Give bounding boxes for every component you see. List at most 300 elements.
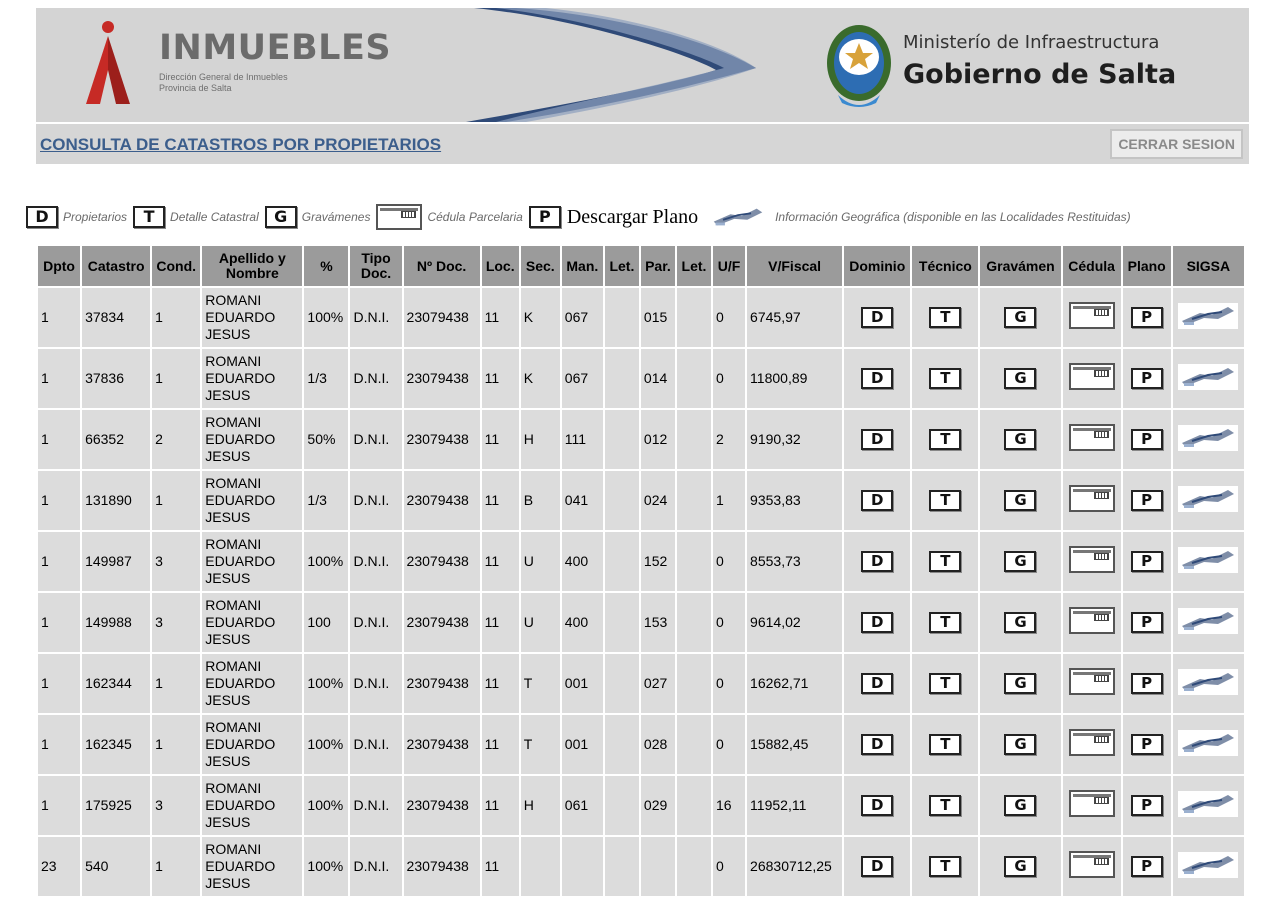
cell-pct: 1/3 [304, 471, 348, 530]
inmuebles-logo-icon [78, 20, 138, 104]
cell-man [562, 837, 603, 896]
cell-vfiscal: 9190,32 [747, 410, 842, 469]
sigsa-map-icon[interactable] [1178, 364, 1238, 390]
cell-loc: 11 [482, 715, 519, 774]
cell-vfiscal: 11800,89 [747, 349, 842, 408]
cell-let1 [605, 654, 639, 713]
nombre-line-2: EDUARDO [205, 797, 276, 813]
cell-sigsa [1173, 837, 1244, 896]
cell-uf: 0 [713, 593, 745, 652]
dominio-button[interactable]: D [861, 368, 893, 389]
cell-catastro: 162345 [82, 715, 150, 774]
cell-dpto: 1 [38, 715, 80, 774]
cell-pct: 100% [304, 654, 348, 713]
cell-dominio [844, 776, 910, 835]
gravamen-button[interactable]: G [1004, 856, 1036, 877]
cell-catastro: 149987 [82, 532, 150, 591]
cell-catastro: 175925 [82, 776, 150, 835]
col-tipo-1: Tipo [361, 250, 391, 266]
cell-uf: 0 [713, 532, 745, 591]
nombre-line-3: JESUS [205, 875, 251, 891]
title-bar [36, 124, 1249, 164]
cell-let1 [605, 593, 639, 652]
cell-par: 024 [641, 471, 675, 530]
tecnico-button[interactable]: T [929, 368, 961, 389]
cell-par: 028 [641, 715, 675, 774]
cell-let1 [605, 288, 639, 347]
cell-sigsa [1173, 776, 1244, 835]
cell-dominio [844, 471, 910, 530]
cell-sec: U [521, 532, 560, 591]
cell-let1 [605, 837, 639, 896]
cell-uf: 0 [713, 654, 745, 713]
cell-uf: 16 [713, 776, 745, 835]
gravamen-button[interactable]: G [1004, 673, 1036, 694]
cell-sigsa [1173, 471, 1244, 530]
dominio-button[interactable]: D [861, 551, 893, 572]
cell-gravamen [980, 654, 1060, 713]
cell-pct: 50% [304, 410, 348, 469]
cell-cond: 1 [152, 349, 200, 408]
cell-tipo: D.N.I. [350, 837, 401, 896]
cell-vfiscal: 26830712,25 [747, 837, 842, 896]
table-row [38, 288, 1244, 347]
sigsa-map-icon[interactable] [1178, 669, 1238, 695]
cell-cedula [1063, 837, 1121, 896]
cell-sec: H [521, 410, 560, 469]
legend-propietarios: Propietarios [63, 210, 128, 224]
cell-ndoc: 23079438 [404, 776, 480, 835]
cedula-parcelaria-icon[interactable] [1069, 424, 1115, 451]
cell-par: 014 [641, 349, 675, 408]
cell-sec: K [521, 349, 560, 408]
cell-par [641, 837, 675, 896]
cell-gravamen [980, 837, 1060, 896]
cell-ndoc: 23079438 [404, 410, 480, 469]
cell-tipo: D.N.I. [350, 654, 401, 713]
cell-cond: 1 [152, 837, 200, 896]
cell-tipo: D.N.I. [350, 410, 401, 469]
col-gravamen: Gravámen [980, 246, 1060, 286]
cell-uf: 0 [713, 837, 745, 896]
cell-sec: U [521, 593, 560, 652]
cell-plano [1123, 837, 1171, 896]
cell-nombre [202, 593, 302, 652]
cell-ndoc: 23079438 [404, 715, 480, 774]
cell-loc: 11 [482, 288, 519, 347]
cell-catastro: 540 [82, 837, 150, 896]
nombre-line-3: JESUS [205, 753, 251, 769]
cell-cedula [1063, 288, 1121, 347]
cedula-parcelaria-icon[interactable] [1069, 363, 1115, 390]
nombre-line-2: EDUARDO [205, 309, 276, 325]
plano-button[interactable]: P [1131, 551, 1163, 572]
gravamen-button[interactable]: G [1004, 307, 1036, 328]
cedula-parcelaria-icon[interactable] [1069, 302, 1115, 329]
gravamen-legend-icon: G [265, 206, 297, 228]
sigsa-map-icon[interactable] [1178, 486, 1238, 512]
col-sec: Sec. [521, 246, 560, 286]
cell-par: 015 [641, 288, 675, 347]
table-row [38, 349, 1244, 408]
cell-dominio [844, 593, 910, 652]
brand-subtitle-1: Dirección General de Inmuebles [159, 72, 288, 82]
plano-button[interactable]: P [1131, 795, 1163, 816]
cell-nombre [202, 349, 302, 408]
cell-uf: 2 [713, 410, 745, 469]
cell-nombre [202, 654, 302, 713]
plano-button[interactable]: P [1131, 307, 1163, 328]
cell-cedula [1063, 593, 1121, 652]
cedula-parcelaria-icon[interactable] [1069, 546, 1115, 573]
cell-sigsa [1173, 288, 1244, 347]
tecnico-button[interactable]: T [929, 429, 961, 450]
cell-par: 027 [641, 654, 675, 713]
nombre-line-1: ROMANI [205, 841, 262, 857]
cell-dominio [844, 654, 910, 713]
nombre-line-2: EDUARDO [205, 614, 276, 630]
dominio-button[interactable]: D [861, 734, 893, 755]
col-cedula: Cédula [1063, 246, 1121, 286]
cell-tecnico [912, 593, 978, 652]
plano-button[interactable]: P [1131, 856, 1163, 877]
nombre-line-3: JESUS [205, 814, 251, 830]
plano-button[interactable]: P [1131, 612, 1163, 633]
cell-nombre [202, 410, 302, 469]
col-vfiscal: V/Fiscal [747, 246, 842, 286]
tecnico-legend-icon: T [133, 206, 165, 228]
table-body [38, 288, 1244, 896]
cedula-parcelaria-icon[interactable] [1069, 485, 1115, 512]
cell-cond: 1 [152, 471, 200, 530]
cell-ndoc: 23079438 [404, 532, 480, 591]
cell-loc: 11 [482, 532, 519, 591]
cell-tipo: D.N.I. [350, 471, 401, 530]
cell-tecnico [912, 654, 978, 713]
cell-plano [1123, 776, 1171, 835]
cell-dpto: 1 [38, 776, 80, 835]
cell-tipo: D.N.I. [350, 288, 401, 347]
nombre-line-3: JESUS [205, 631, 251, 647]
plano-button[interactable]: P [1131, 734, 1163, 755]
col-tipo [350, 246, 401, 286]
nombre-line-1: ROMANI [205, 719, 262, 735]
gravamen-button[interactable]: G [1004, 429, 1036, 450]
cell-cond: 3 [152, 593, 200, 652]
cell-sigsa [1173, 532, 1244, 591]
cell-ndoc: 23079438 [404, 837, 480, 896]
gravamen-button[interactable]: G [1004, 795, 1036, 816]
cell-dpto: 1 [38, 593, 80, 652]
cell-pct: 100% [304, 288, 348, 347]
cell-ndoc: 23079438 [404, 593, 480, 652]
cell-cond: 3 [152, 776, 200, 835]
sigsa-map-icon[interactable] [1178, 547, 1238, 573]
cell-tecnico [912, 837, 978, 896]
cedula-parcelaria-icon[interactable] [1069, 607, 1115, 634]
brand-block [159, 30, 391, 94]
nombre-line-1: ROMANI [205, 597, 262, 613]
table-row [38, 654, 1244, 713]
col-dpto: Dpto [38, 246, 80, 286]
cell-cond: 2 [152, 410, 200, 469]
cell-catastro: 37834 [82, 288, 150, 347]
tecnico-button[interactable]: T [929, 307, 961, 328]
cell-uf: 0 [713, 715, 745, 774]
cell-sigsa [1173, 593, 1244, 652]
cell-tipo: D.N.I. [350, 349, 401, 408]
cell-loc: 11 [482, 837, 519, 896]
gravamen-button[interactable]: G [1004, 368, 1036, 389]
sigsa-map-icon[interactable] [1178, 852, 1238, 878]
cell-let2 [677, 532, 711, 591]
gravamen-button[interactable]: G [1004, 551, 1036, 572]
cell-gravamen [980, 715, 1060, 774]
col-tecnico: Técnico [912, 246, 978, 286]
cell-tecnico [912, 532, 978, 591]
legend-cedula: Cédula Parcelaria [427, 210, 523, 224]
tecnico-button[interactable]: T [929, 795, 961, 816]
nombre-line-2: EDUARDO [205, 675, 276, 691]
cell-gravamen [980, 471, 1060, 530]
cell-tipo: D.N.I. [350, 593, 401, 652]
cell-gravamen [980, 349, 1060, 408]
col-uf: U/F [713, 246, 745, 286]
nombre-line-1: ROMANI [205, 353, 262, 369]
nombre-line-2: EDUARDO [205, 431, 276, 447]
cell-vfiscal: 6745,97 [747, 288, 842, 347]
cell-pct: 100% [304, 837, 348, 896]
cell-plano [1123, 288, 1171, 347]
cell-tecnico [912, 349, 978, 408]
cell-vfiscal: 9614,02 [747, 593, 842, 652]
nombre-line-1: ROMANI [205, 780, 262, 796]
cell-vfiscal: 15882,45 [747, 715, 842, 774]
cell-tipo: D.N.I. [350, 776, 401, 835]
cell-gravamen [980, 532, 1060, 591]
cell-par: 153 [641, 593, 675, 652]
cell-dpto: 1 [38, 471, 80, 530]
cell-man: 041 [562, 471, 603, 530]
cell-loc: 11 [482, 654, 519, 713]
nombre-line-3: JESUS [205, 387, 251, 403]
cell-uf: 0 [713, 349, 745, 408]
tecnico-button[interactable]: T [929, 551, 961, 572]
dominio-button[interactable]: D [861, 490, 893, 511]
nombre-line-2: EDUARDO [205, 553, 276, 569]
logout-button[interactable]: CERRAR SESION [1110, 129, 1243, 159]
nombre-line-1: ROMANI [205, 475, 262, 491]
dominio-button[interactable]: D [861, 429, 893, 450]
nombre-line-1: ROMANI [205, 536, 262, 552]
gravamen-button[interactable]: G [1004, 734, 1036, 755]
cell-dpto: 1 [38, 410, 80, 469]
cell-loc: 11 [482, 349, 519, 408]
cell-ndoc: 23079438 [404, 349, 480, 408]
cedula-parcelaria-icon[interactable] [1069, 851, 1115, 878]
cell-dominio [844, 715, 910, 774]
nombre-line-3: JESUS [205, 448, 251, 464]
table-row [38, 593, 1244, 652]
cell-pct: 100% [304, 776, 348, 835]
cell-plano [1123, 532, 1171, 591]
legend-descargar: Descargar Plano [566, 205, 699, 228]
cedula-parcelaria-icon[interactable] [1069, 729, 1115, 756]
banner-swoosh-icon [456, 8, 756, 122]
cell-man: 061 [562, 776, 603, 835]
dominio-button[interactable]: D [861, 856, 893, 877]
brand-title: INMUEBLES [159, 28, 392, 68]
cell-man: 111 [562, 410, 603, 469]
cell-gravamen [980, 776, 1060, 835]
cell-catastro: 37836 [82, 349, 150, 408]
col-sigsa: SIGSA [1173, 246, 1244, 286]
cell-dpto: 1 [38, 288, 80, 347]
gravamen-button[interactable]: G [1004, 490, 1036, 511]
legend-detalle: Detalle Catastral [170, 210, 259, 224]
plano-button[interactable]: P [1131, 490, 1163, 511]
cell-dpto: 1 [38, 349, 80, 408]
col-ndoc: Nº Doc. [404, 246, 480, 286]
cell-man: 001 [562, 715, 603, 774]
cell-sigsa [1173, 410, 1244, 469]
cell-man: 067 [562, 349, 603, 408]
cell-plano [1123, 654, 1171, 713]
cell-sigsa [1173, 715, 1244, 774]
cell-plano [1123, 349, 1171, 408]
col-plano: Plano [1123, 246, 1171, 286]
cell-tipo: D.N.I. [350, 715, 401, 774]
cell-catastro: 131890 [82, 471, 150, 530]
nombre-line-3: JESUS [205, 326, 251, 342]
cell-nombre [202, 288, 302, 347]
nombre-line-3: JESUS [205, 570, 251, 586]
cell-ndoc: 23079438 [404, 288, 480, 347]
cell-sec: T [521, 715, 560, 774]
cell-let2 [677, 410, 711, 469]
cell-plano [1123, 410, 1171, 469]
cell-dominio [844, 837, 910, 896]
government-name: Gobierno de Salta [903, 59, 1177, 90]
cell-let1 [605, 715, 639, 774]
cell-loc: 11 [482, 776, 519, 835]
col-man: Man. [562, 246, 603, 286]
cell-catastro: 162344 [82, 654, 150, 713]
cell-loc: 11 [482, 593, 519, 652]
cell-let1 [605, 532, 639, 591]
brand-subtitle-2: Provincia de Salta [159, 83, 232, 93]
gravamen-button[interactable]: G [1004, 612, 1036, 633]
tecnico-button[interactable]: T [929, 856, 961, 877]
col-catastro: Catastro [82, 246, 150, 286]
plano-button[interactable]: P [1131, 368, 1163, 389]
cell-dpto: 1 [38, 532, 80, 591]
cell-sigsa [1173, 349, 1244, 408]
sigsa-map-icon[interactable] [1178, 730, 1238, 756]
sigsa-map-icon[interactable] [1178, 425, 1238, 451]
col-let1: Let. [605, 246, 639, 286]
cell-man: 001 [562, 654, 603, 713]
cell-par: 012 [641, 410, 675, 469]
col-par: Par. [641, 246, 675, 286]
cell-loc: 11 [482, 410, 519, 469]
col-apellido-1: Apellido y [218, 250, 286, 266]
table-row [38, 776, 1244, 835]
dominio-button[interactable]: D [861, 673, 893, 694]
cell-let2 [677, 837, 711, 896]
table-row [38, 532, 1244, 591]
cell-man: 400 [562, 593, 603, 652]
cell-nombre [202, 776, 302, 835]
sigsa-map-icon[interactable] [1178, 791, 1238, 817]
cell-dpto: 23 [38, 837, 80, 896]
cell-vfiscal: 9353,83 [747, 471, 842, 530]
cell-let1 [605, 410, 639, 469]
page-title-link[interactable]: CONSULTA DE CATASTROS POR PROPIETARIOS [40, 135, 442, 154]
cell-gravamen [980, 410, 1060, 469]
cell-dominio [844, 349, 910, 408]
ministry-name: Ministerío de Infraestructura [903, 32, 1160, 53]
cell-cedula [1063, 654, 1121, 713]
cedula-parcelaria-icon[interactable] [1069, 790, 1115, 817]
nombre-line-2: EDUARDO [205, 370, 276, 386]
plano-button[interactable]: P [1131, 673, 1163, 694]
cedula-legend-icon [376, 204, 422, 230]
cedula-parcelaria-icon[interactable] [1069, 668, 1115, 695]
cell-let2 [677, 654, 711, 713]
nombre-line-1: ROMANI [205, 292, 262, 308]
cell-cond: 3 [152, 532, 200, 591]
tecnico-button[interactable]: T [929, 673, 961, 694]
cell-pct: 1/3 [304, 349, 348, 408]
cell-plano [1123, 593, 1171, 652]
cell-loc: 11 [482, 471, 519, 530]
cell-sec: T [521, 654, 560, 713]
cell-let2 [677, 349, 711, 408]
cell-plano [1123, 471, 1171, 530]
col-cond: Cond. [152, 246, 200, 286]
cell-sec: B [521, 471, 560, 530]
cell-pct: 100% [304, 715, 348, 774]
table-row [38, 410, 1244, 469]
cell-let1 [605, 776, 639, 835]
cell-cedula [1063, 532, 1121, 591]
cell-cedula [1063, 349, 1121, 408]
dominio-legend-icon: D [26, 206, 58, 228]
cell-ndoc: 23079438 [404, 654, 480, 713]
cell-let2 [677, 593, 711, 652]
col-pct: % [304, 246, 348, 286]
cell-tipo: D.N.I. [350, 532, 401, 591]
plano-button[interactable]: P [1131, 429, 1163, 450]
col-loc: Loc. [482, 246, 519, 286]
tecnico-button[interactable]: T [929, 490, 961, 511]
sigsa-map-icon[interactable] [1178, 608, 1238, 634]
cell-catastro: 66352 [82, 410, 150, 469]
cell-cond: 1 [152, 715, 200, 774]
dominio-button[interactable]: D [861, 795, 893, 816]
table-header-row [38, 246, 1244, 286]
dominio-button[interactable]: D [861, 307, 893, 328]
cell-sec: K [521, 288, 560, 347]
sigsa-map-icon[interactable] [1178, 303, 1238, 329]
nombre-line-2: EDUARDO [205, 736, 276, 752]
plano-legend-icon: P [529, 206, 561, 228]
tecnico-button[interactable]: T [929, 734, 961, 755]
dominio-button[interactable]: D [861, 612, 893, 633]
tecnico-button[interactable]: T [929, 612, 961, 633]
nombre-line-1: ROMANI [205, 414, 262, 430]
